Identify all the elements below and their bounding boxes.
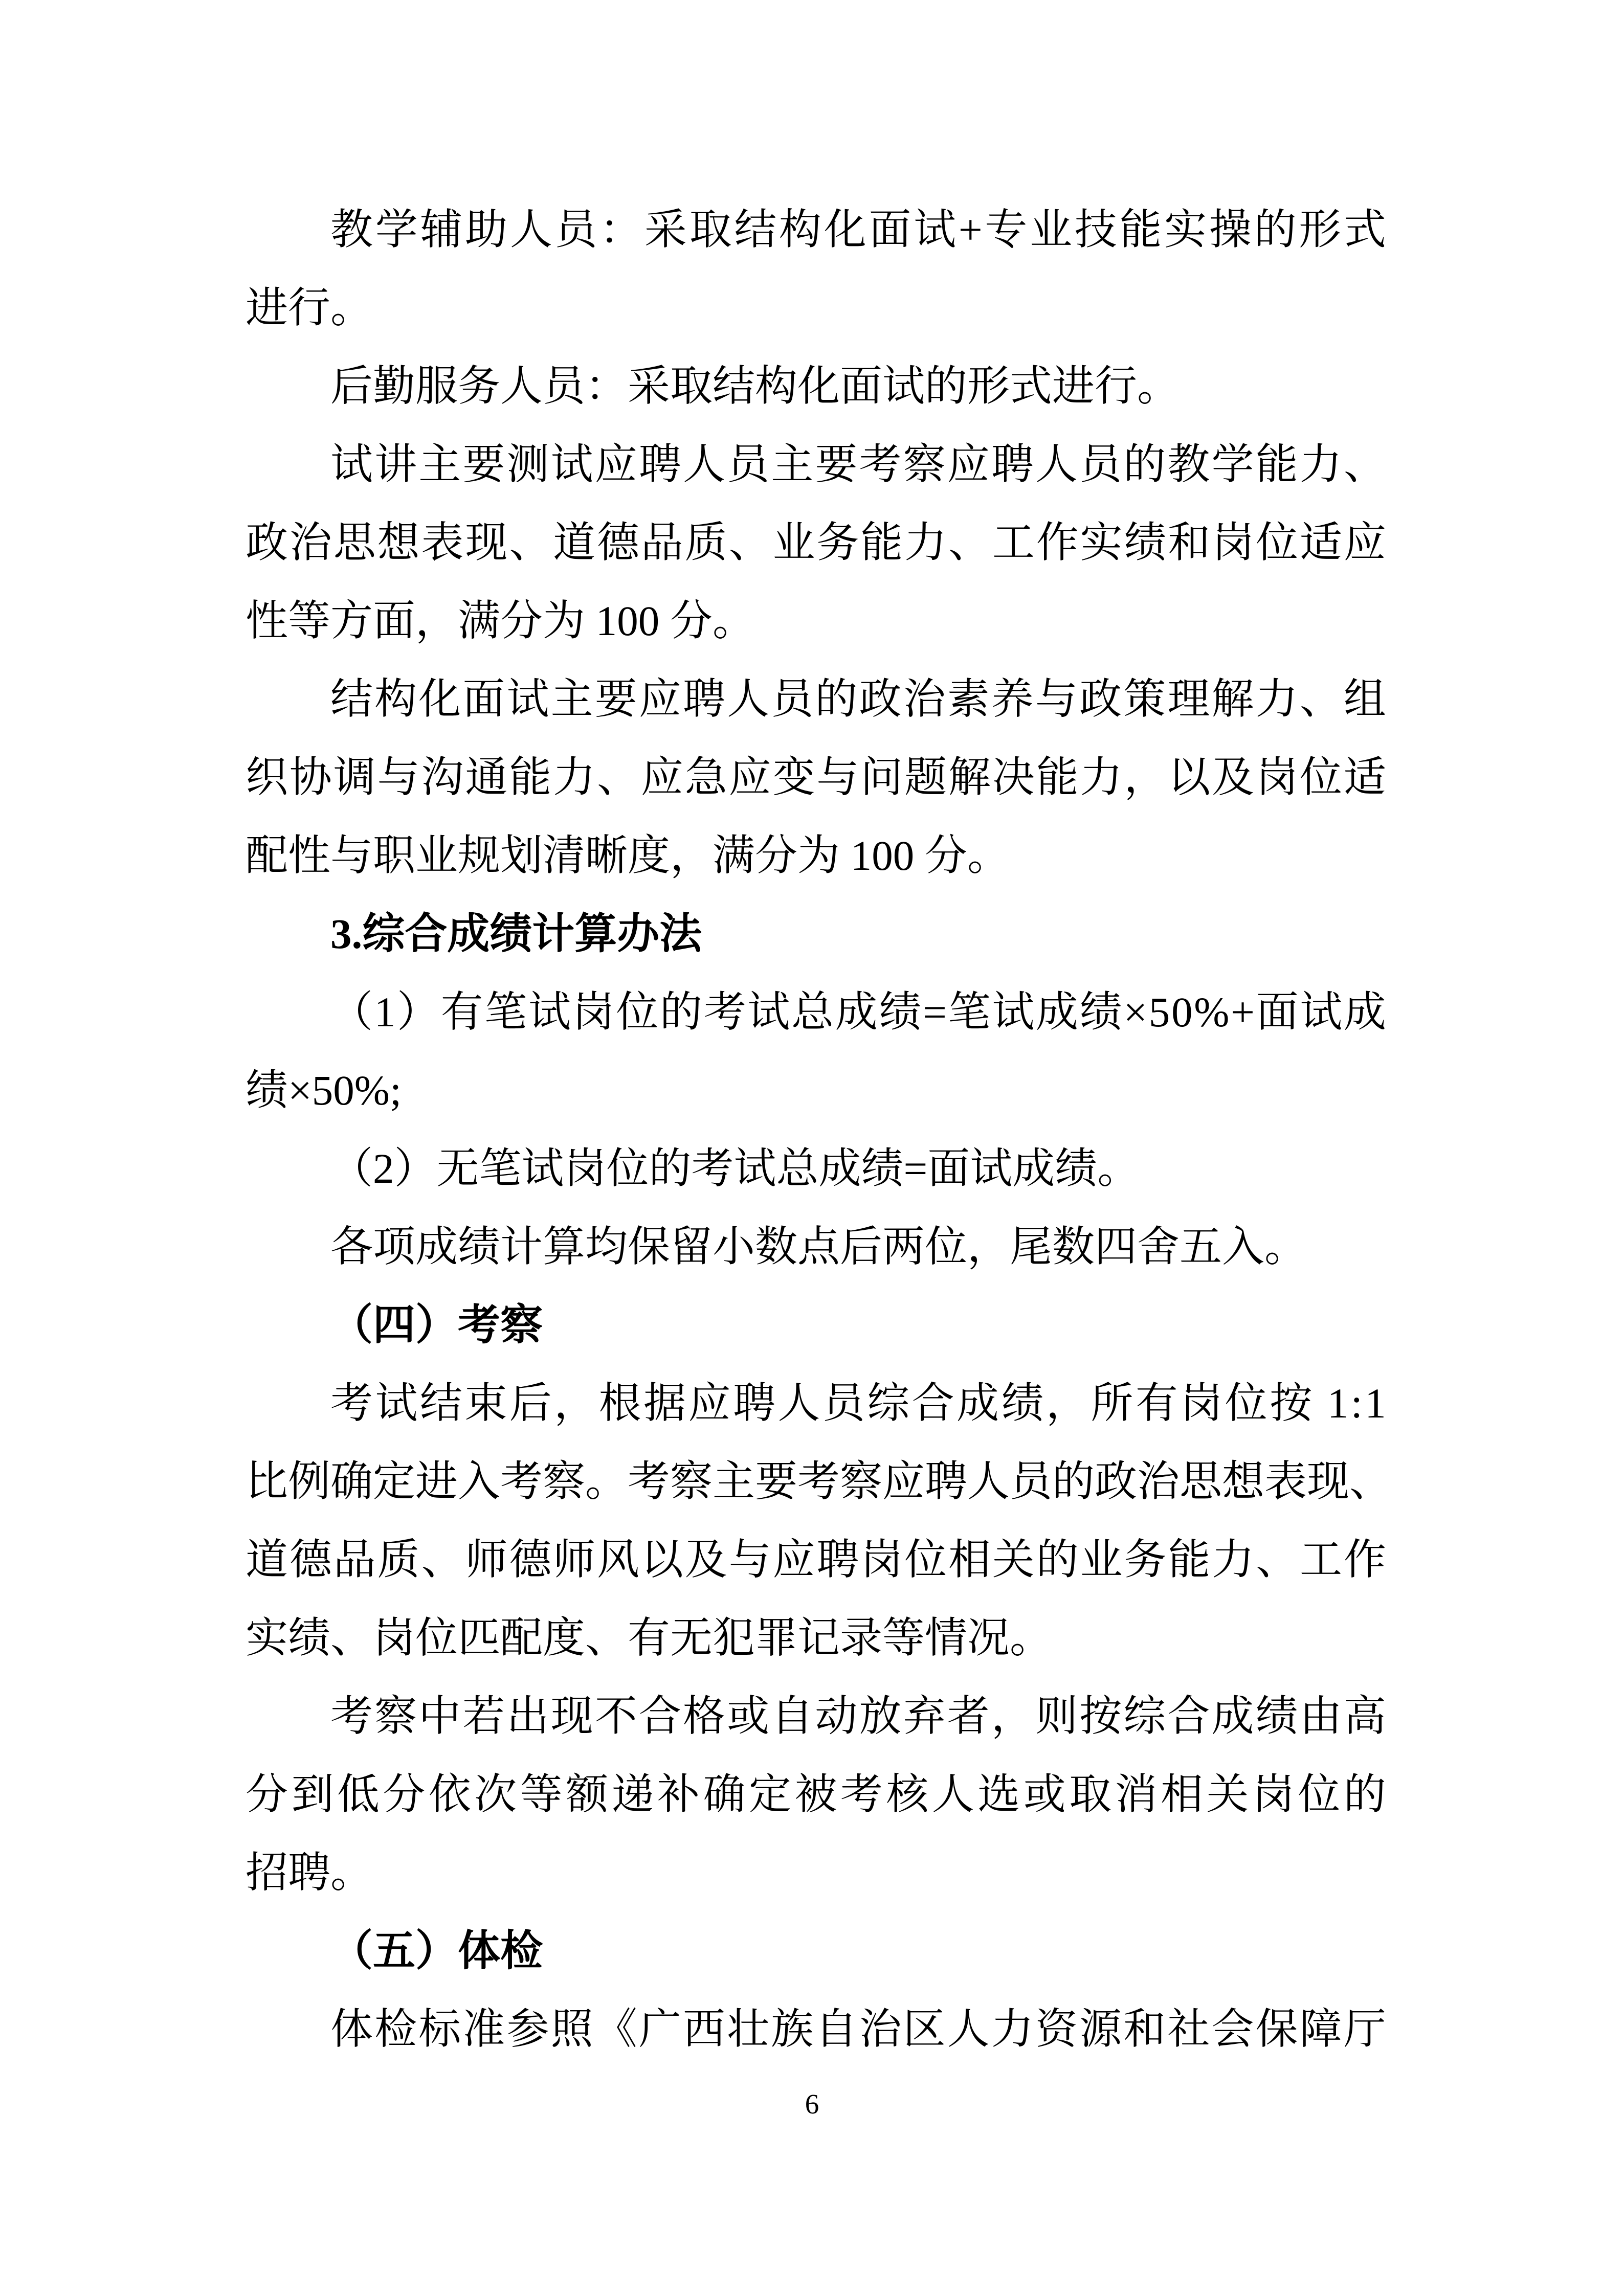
page-number: 6 bbox=[805, 2088, 819, 2120]
text-line: 分 到 低 分 依 次 等 额 递 补 确 定 被 考 核 人 选 或 取 消 相 关 岗 位 的 bbox=[246, 1771, 1386, 1818]
text-line: 体 检 标 准 参 照 《 广 西 壮 族 自 治 区 人 力 资 源 和 社 会 保 障 厅 bbox=[330, 2006, 1386, 2053]
text-line: 考 察 中 若 出 现 不 合 格 或 自 动 放 弃 者 ， 则 按 综 合 成 绩 由 高 bbox=[330, 1693, 1386, 1740]
text-line: 配性与职业规划清晰度，满分为 100 分。 bbox=[246, 832, 1010, 879]
text-line: 道 德 品 质 、 师 德 师 风 以 及 与 应 聘 岗 位 相 关 的 业 务 能 力 、 工 作 bbox=[246, 1536, 1386, 1583]
text-line: 后勤服务人员：采取结构化面试的形式进行。 bbox=[330, 363, 1180, 410]
heading-line: （五）体检 bbox=[330, 1927, 543, 1974]
heading-line: 3.综合成绩计算办法 bbox=[330, 910, 702, 957]
text-line: 政 治 思 想 表 现 、 道 德 品 质 、 业 务 能 力 、 工 作 实 绩 和 岗 位 适 应 bbox=[246, 519, 1386, 566]
text-line: 考 试 结 束 后 ， 根 据 应 聘 人 员 综 合 成 绩 ， 所 有 岗 位 按 1 : 1 bbox=[330, 1380, 1386, 1427]
text-line: 结 构 化 面 试 主 要 应 聘 人 员 的 政 治 素 养 与 政 策 理 解 力 、 组 bbox=[330, 676, 1386, 723]
text-line: 性等方面，满分为 100 分。 bbox=[246, 597, 755, 644]
text-line: 比 例 确 定 进 入 考 察 。 考 察 主 要 考 察 应 聘 人 员 的 政 治 思 想 表 现 、 bbox=[246, 1458, 1392, 1505]
text-line: 织 协 调 与 沟 通 能 力 、 应 急 应 变 与 问 题 解 决 能 力 ， 以 及 岗 位 适 bbox=[246, 754, 1386, 801]
text-line: 教 学 辅 助 人 员 ： 采 取 结 构 化 面 试 + 专 业 技 能 实 操 的 形 式 bbox=[330, 206, 1386, 253]
text-line: 各项成绩计算均保留小数点后两位，尾数四舍五入。 bbox=[330, 1223, 1307, 1270]
text-line: （ 1 ） 有 笔 试 岗 位 的 考 试 总 成 绩 = 笔 试 成 绩 × 5 0 % + 面 试 成 bbox=[330, 988, 1386, 1036]
text-line: 招聘。 bbox=[246, 1849, 373, 1896]
document-content bbox=[246, 191, 1392, 2068]
text-line: 绩×50%; bbox=[246, 1067, 402, 1114]
text-line: 实绩、岗位匹配度、有无犯罪记录等情况。 bbox=[246, 1614, 1052, 1661]
text-line: 进行。 bbox=[246, 284, 373, 331]
text-line: （2）无笔试岗位的考试总成绩=面试成绩。 bbox=[330, 1145, 1140, 1192]
text-line: 试 讲 主 要 测 试 应 聘 人 员 主 要 考 察 应 聘 人 员 的 教 学 能 力 、 bbox=[330, 441, 1386, 488]
heading-line: （四）考察 bbox=[330, 1301, 543, 1348]
